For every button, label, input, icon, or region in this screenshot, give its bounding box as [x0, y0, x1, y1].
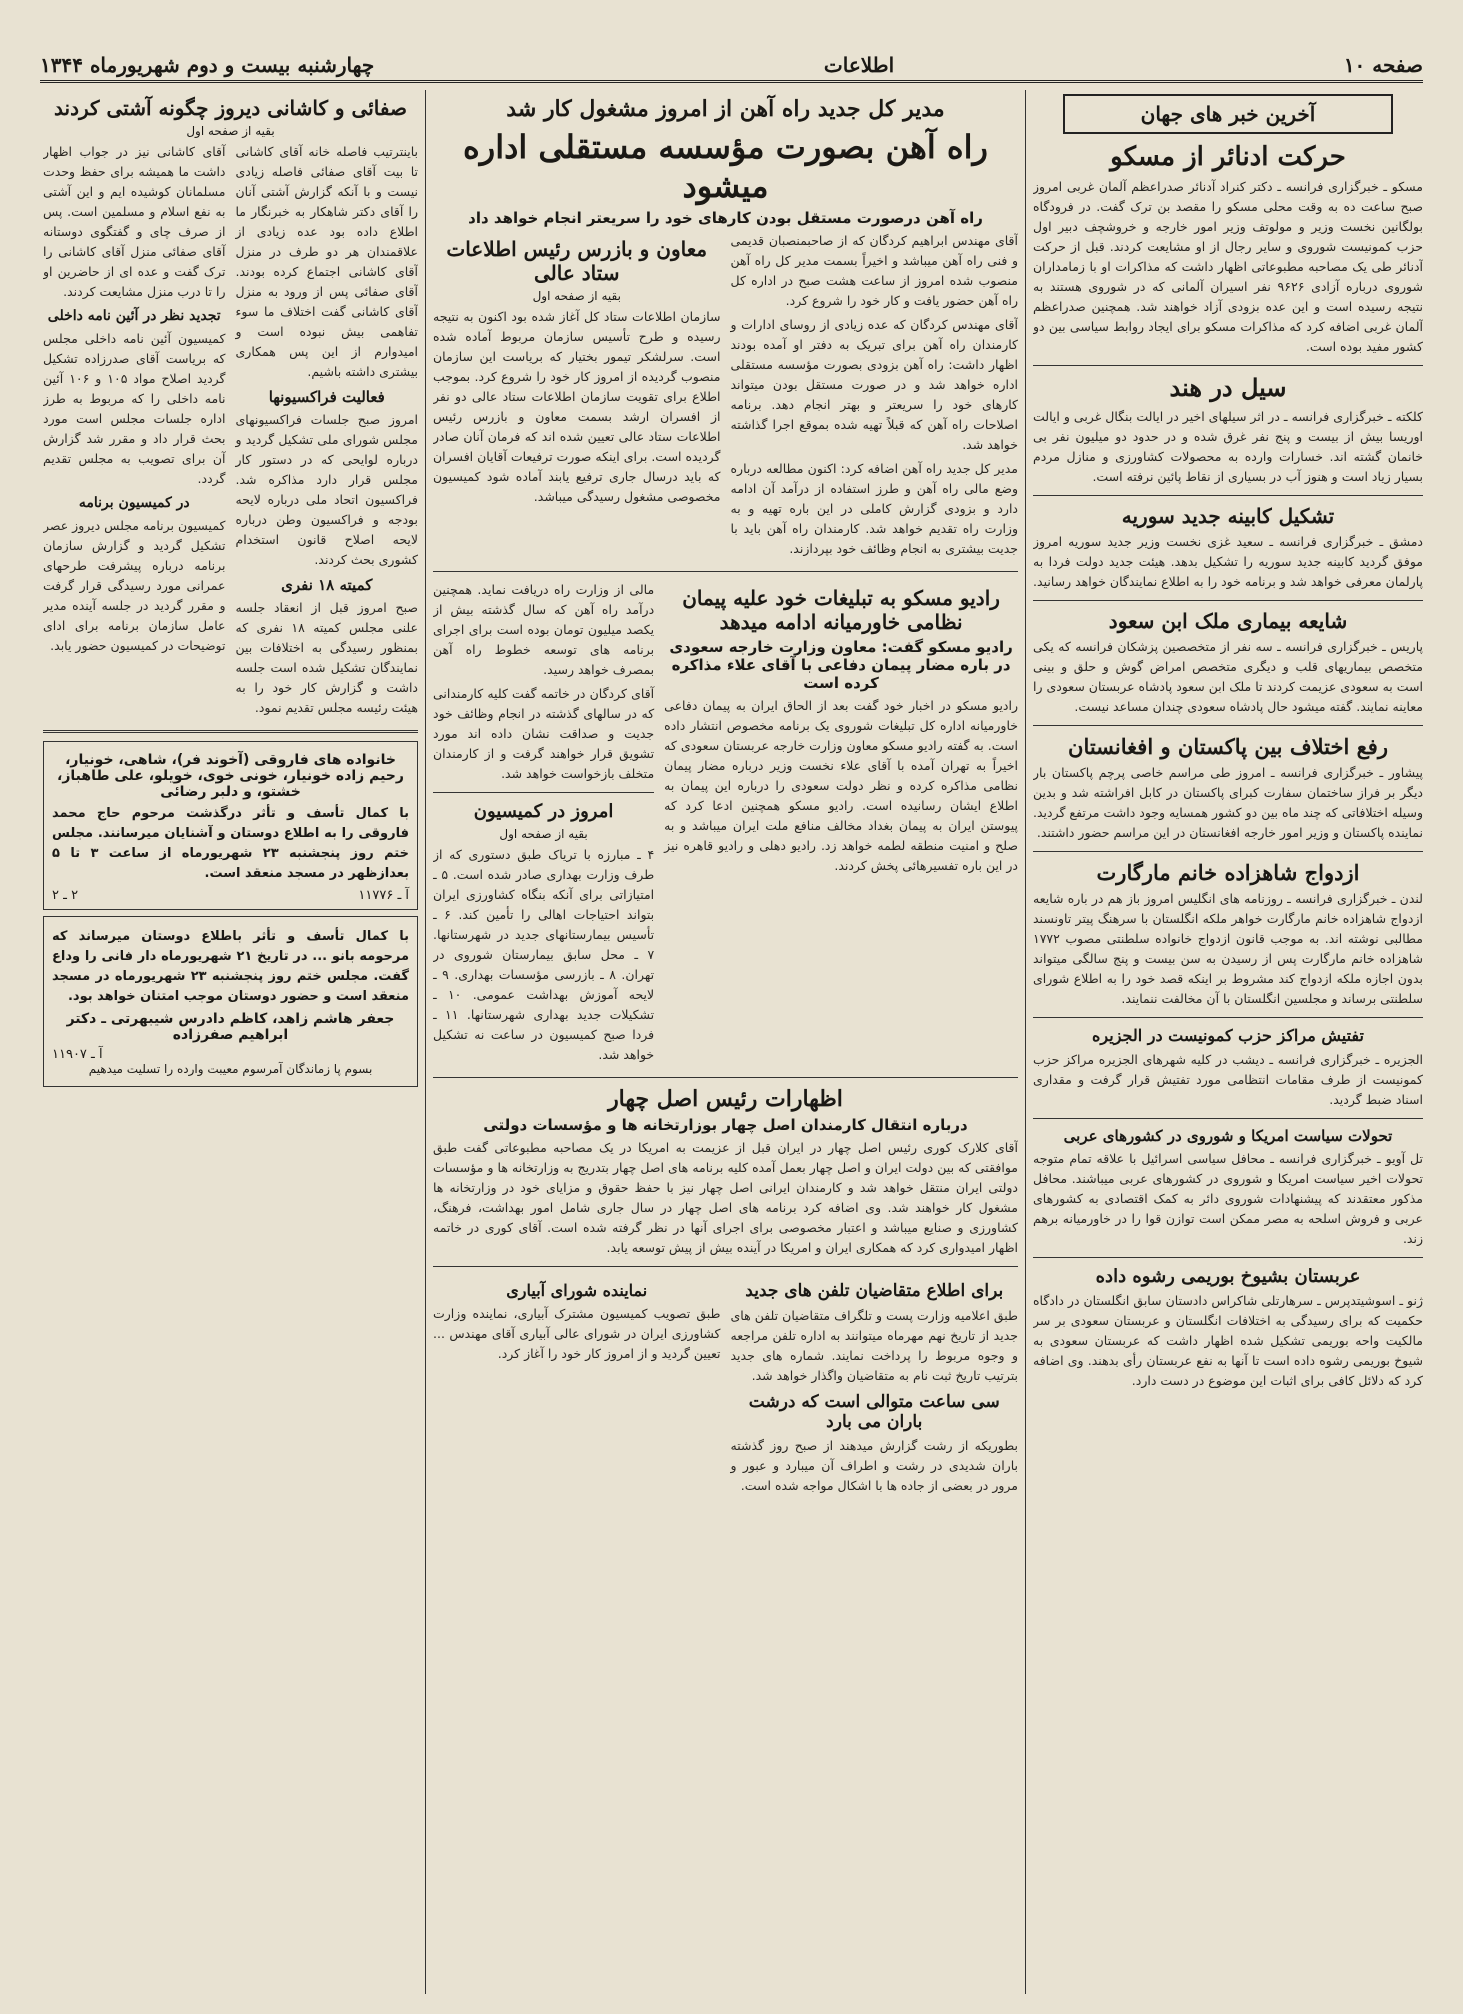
- radio-sub: رادیو مسکو گفت: معاون وزارت خارجه سعودی در باره مضار پیمان دفاعی با آقای علاء مذاکره کرده است: [669, 638, 1013, 693]
- news-title: تحولات سیاست امریکا و شوروی در کشورهای عربی: [1063, 1126, 1393, 1145]
- commission2-body: کمیسیون برنامه مجلس دیروز عصر تشکیل گردید و گزارش سازمان برنامه درباره پیشرفت طرحهای عمرانی مورد رسیدگی قرار گرفت و مقرر گردید در جلسه آینده مدیر عامل سازمان برنامه برای ادای توضیحات در کمیسیون حضور یابد.: [43, 517, 226, 653]
- mourning-code: آ ـ ۱۱۷۷۶: [358, 888, 409, 903]
- council-body: طبق تصویب کمیسیون مشترک آبیاری، نماینده وزارت کشاورزی ایران در شورای عالی آبیاری آقای مهندس ... تعیین گردید و از امروز کار خود را آغاز کرد.: [433, 1306, 721, 1362]
- faction-headline: فعالیت فراکسیونها: [268, 388, 385, 406]
- radio-and-rail-row: [433, 580, 1018, 1069]
- phone-body: طبق اعلامیه وزارت پست و تلگراف متقاضیان تلفن های جدید از تاریخ نهم مهرماه میتوانند به اداره تلفن مراجعه و وجوه مربوط را پرداخت نمایند. شماره های جدید بترتیب تاریخ ثبت نام به متقاضیان واگذار خواهد شد.: [730, 1307, 1018, 1383]
- news-body: پاریس ـ خبرگزاری فرانسه ـ سه نفر از متخصصین پزشکان فرانسه که یکی متخصص بیماریهای قلب و دیگری متخصص امراض گوش و حلق و بینی است به سعودی عزیمت کردند تا ملک ابن سعود پادشاه عربستان سعودی را معاینه نمایند. گفته میشود حال پادشاه سعودی چندان مساعد نیست.: [1033, 638, 1423, 714]
- divider: [1033, 1257, 1423, 1258]
- news-title: رفع اختلاف بین پاکستان و افغانستان: [1068, 733, 1388, 759]
- divider: [1033, 495, 1423, 496]
- news-body: کلکته ـ خبرگزاری فرانسه ـ در اثر سیلهای اخیر در ایالت بنگال غربی و ایالت اوریسا بیش از بیست و پنج نفر غرق شده و در حدود دو میلیون نفر بی خانمان گشته اند. خسارات وارده به محصولات کشاورزی و منازل مردم بسیار زیاد است و هنوز آب در بسیاری از نقاط پائین نرفته است.: [1033, 408, 1423, 484]
- divider: [1033, 1118, 1423, 1119]
- reconciliation-story: [43, 142, 418, 722]
- world-news-column: [1033, 90, 1423, 1994]
- pension-headline: اظهارات رئیس اصل چهار: [608, 1085, 843, 1112]
- divider: [43, 730, 418, 733]
- news-title: ازدواج شاهزاده خانم مارگارت: [1096, 860, 1360, 886]
- railway-story: [433, 231, 1018, 563]
- deputy-story: [433, 231, 721, 563]
- divider: [433, 1077, 1018, 1078]
- divider: [1033, 365, 1423, 366]
- reconciliation-col-a: [236, 142, 419, 722]
- news-body: مسکو ـ خبرگزاری فرانسه ـ دکتر کنراد آدنائر صدراعظم آلمان غربی امروز صبح ساعت ده به وقت محلی مسکو را مقصد بن ترک گفت. در فرودگاه بولگانین نخست وزیر و مولوتف وزیر امور خارجه و خروشچف دبیر اول حزب کمونیست شوروی و سایر رجال از او مشایعت کردند. قبل از حرکت آدنائر طی یک مصاحبه مطبوعاتی اظهار داشت که مذاکرات او با زمامداران شوروی درباره آزادی ۹۶۲۶ نفر اسیران آلمانی که در شوروی هستند به نتیجه رسیده است و این عده بزودی آزاد خواهند شد. همچنین صدراعظم آلمان غربی اضافه کرد که مذاکرات مسکو برای ایجاد روابط سیاسی بین دو کشور مفید بوده است.: [1033, 179, 1423, 355]
- bylaws-headline: تجدید نظر در آئین نامه داخلی: [47, 308, 221, 324]
- news-title: تفتیش مراکز حزب کمونیست در الجزیره: [1092, 1026, 1364, 1046]
- news-title: شایعه بیماری ملک ابن سعود: [1108, 608, 1348, 633]
- weather-headline: سی ساعت متوالی است که درشت باران می بارد: [748, 1391, 1000, 1432]
- commission2-headline: در کمیسیون برنامه: [78, 494, 190, 511]
- column-rule: [1025, 90, 1026, 1994]
- mourning-title: خانواده های فاروقی (آخوند فر)، شاهی، خونیار، رحیم زاده خونیار، خونی خوی، خویلو، علی طاهباز، خشتو، و دلبر رضائی: [57, 752, 404, 800]
- session-body: صبح امروز قبل از انعقاد جلسه علنی مجلس کمیته ۱۸ نفری که بمنظور رسیدگی به اختلافات بین نمایندگان تشکیل شده است جلسه داشت و گزارش کار خود را به هیئت رئیسه مجلس تقدیم نمود.: [235, 600, 418, 715]
- masthead: اطلاعات: [823, 53, 895, 77]
- council-story: [433, 1275, 721, 1500]
- commission-body: ۴ ـ مبارزه با تریاک طبق دستوری که از طرف وزارت بهداری صادر شده است. ۵ ـ امتیازاتی برای آنکه بنگاه کشاورزی ایران بتواند احتیاجات اهالی را تأمین کند. ۶ ـ تأسیس بیمارستانهای جدید در شهرستانها. ۷ ـ محل سابق بیمارستان شوروی در تهران. ۸ ـ بازرسی مؤسسات بهداری. ۹ ـ لایحه آموزش بهداشت عمومی. ۱۰ ـ تشکیلات جدید بهداری شهرستانها. ۱۱ ـ فردا صبح کمیسیون در ساعت نه تشکیل خواهد شد.: [433, 846, 655, 1062]
- center-column: [433, 90, 1018, 1994]
- radio-body: رادیو مسکو در اخبار خود گفت بعد از الحاق ایران به پیمان دفاعی خاورمیانه اداره کل تبلیغات شوروی یک برنامه مخصوص انتشار داده است. به گفته رادیو مسکو معاون وزارت خارجه عربستان سعودی که اخیراً به تهران آمده با آقای علاء نخست وزیر درباره مضار پیمان نظامی مذاکره کرده و نظر دولت سعودی را درباره این پیمان به اطلاع ایشان رسانیده است. رادیو مسکو همچنین ادعا کرد که پیوستن ایران به پیمان بغداد مخالف منافع ملت ایران میباشد و به صلح و امنیت منطقه لطمه خواهد زد. رادیو دهلی و رادیو قاهره نیز در این باره تفسیرهائی پخش کردند.: [664, 698, 1018, 874]
- news-body: دمشق ـ خبرگزاری فرانسه ـ سعید غزی نخست وزیر جدید سوریه امروز موفق گردید کابینه جدید سوریه را تشکیل بدهد. هیئت جدید دولت فردا به پارلمان معرفی خواهد شد و برنامه خود را به اطلاع نمایندگان خواهد رسانید.: [1033, 533, 1423, 589]
- divider: [433, 1266, 1018, 1267]
- news-body: ژنو ـ اسوشیتدپرس ـ سرهارتلی شاکراس دادستان سابق انگلستان در دادگاه حکمیت که برای رسیدگی به اختلافات انگلستان و عربستان سعودی بر سر مالکیت واحه بوریمی تشکیل شده اظهار داشت که عربستان سعودی به شیوخ بوریمی رشوه داده است تا آنها به نفع عربستان رأی بدهند. وی اضافه کرد که دلائل کافی برای اثبات این موضوع در دست دارد.: [1033, 1293, 1423, 1389]
- news-title: عربستان بشیوخ بوریمی رشوه داده: [1095, 1265, 1361, 1287]
- railway-paragraph: آقای مهندس ابراهیم کردگان که از صاحبمنصبان قدیمی و فنی راه آهن میباشد و اخیراً بسمت مدیر کل راه آهن منصوب شده امروز از ساعت هشت صبح در اداره کل راه آهن حضور یافت و کار خود را شروع کرد.: [730, 233, 1018, 309]
- mourning-body: با کمال تأسف و تأثر باطلاع دوستان میرساند که مرحومه بانو ... در تاریخ ۲۱ شهریورماه دار فانی را وداع گفت. مجلس ختم روز پنجشنبه ۲۳ شهریورماه در مسجد منعقد است و حضور دوستان موجب امتنان خواهد بود.: [52, 929, 409, 1004]
- issue-date: چهارشنبه بیست و دوم شهریورماه ۱۳۴۴: [40, 53, 375, 77]
- radio-headline: رادیو مسکو به تبلیغات خود علیه پیمان نظامی خاورمیانه ادامه میدهد: [682, 586, 1000, 635]
- mourning-signatories: جعفر هاشم زاهد، کاظم دادرس شیبهرتی ـ دکتر ابراهیم صفرزاده: [66, 1011, 395, 1043]
- faction-body: امروز صبح جلسات فراکسیونهای مجلس شورای ملی تشکیل گردید و درباره لوایحی که در دستور کار مجلس قرار دارد مذاکره شد. فراکسیون اتحاد ملی درباره لایحه بودجه و فراکسیون وطن درباره لایحه اصلاح قانون استخدام کشوری بحث کردند.: [235, 412, 418, 567]
- news-body: الجزیره ـ خبرگزاری فرانسه ـ دیشب در کلیه شهرهای الجزیره مراکز حزب کمونیست از طرف مقامات انتظامی مورد تفتیش قرار گرفت و مقداری اسناد ضبط گردید.: [1033, 1051, 1423, 1107]
- bottom-row: [433, 1275, 1018, 1500]
- news-title: تشکیل کابینه جدید سوریه: [1121, 503, 1335, 528]
- page-number: صفحه ۱۰: [1343, 53, 1423, 77]
- news-title: سیل در هند: [1169, 373, 1287, 403]
- mourning-body: با کمال تأسف و تأثر درگذشت مرحوم حاج محمد فاروقی را به اطلاع دوستان و آشنایان میرسانند. مجلس ختم روز پنجشنبه ۲۳ شهریورماه از ساعت ۳ تا ۵ بعدازظهر در مسجد منعقد است.: [52, 806, 409, 881]
- mourning-footer: بسوم پا زماندگان آمرسوم معیبت وارده را تسلیت میدهیم: [88, 1062, 373, 1076]
- news-body: لندن ـ خبرگزاری فرانسه ـ روزنامه های انگلیس امروز باز هم در باره شایعه ازدواج شاهزاده خانم مارگارت خواهر ملکه انگلستان با سرهنگ پیتر تاونسند مطالبی نوشته اند. به موجب قانون ازدواج خانواده سلطنتی مصوب ۱۷۷۲ شاهزاده خانم مارگارت پس از رسیدن به سن بیست و پنج سالگی میتواند بدون اجازه ملکه ازدواج کند مشروط بر اینکه قصد خود را به اطلاع شورای سلطنتی برساند و مجلسین انگلستان با آن مخالفت ننمایند.: [1033, 891, 1423, 1007]
- phone-story: [731, 1275, 1019, 1500]
- page-header: [40, 50, 1423, 83]
- radio-story: [664, 580, 1018, 1069]
- column-rule: [425, 90, 426, 1994]
- news-body: پیشاور ـ خبرگزاری فرانسه ـ امروز طی مراسم خاصی پرچم پاکستان بار دیگر بر فراز ساختمان سفارت کبرای پاکستان در کابل افراشته شد و بدین وسیله اختلافاتی که چند ماه بین دو کشور همسایه وجود داشت مرتفع گردید. نماینده پاکستان و وزیر امور خارجه افغانستان در این مراسم حضور داشتند.: [1033, 765, 1423, 841]
- reconciliation-col-b: [43, 142, 226, 722]
- news-title: حرکت ادنائر از مسکو: [1110, 142, 1346, 172]
- deputy-body: سازمان اطلاعات ستاد کل آغاز شده بود اکنون به نتیجه رسیده و طرح تأسیس سازمان مربوط آماده شده است. سرلشکر تیمور بختیار که بریاست این سازمان منصوب گردیده از امروز کار خود را شروع کرد. بموجب اطلاع برای تقویت سازمان اطلاعات ستاد عالی دو نفر از افسران ارشد بسمت معاون و بازرس رئیس اطلاعات ستاد عالی تعیین شده اند که فرمان آنان صادر گردیده است. برای اینکه صورت ترفیعات آقایان افسران که باید درسال جاری ترفیع یابند آماده شود کمیسیون مخصوصی مشغول رسیدگی میباشد.: [433, 309, 721, 505]
- reconciliation-paragraph: باینترتیب فاصله خانه آقای کاشانی تا بیت آقای صفائی فاصله زیادی نیست و با آنکه گزارش آشتی آنان را آقای دکتر شاهکار به خبرنگار ما اطلاع داده بود عده زیادی از علاقمندان هر دو طرف در منزل آقای کاشانی اجتماع کرده بودند. آقای صفائی پس از ورود به منزل آقای کاشانی گفت اختلاف ما سوء تفاهمی بیش نبوده است و امیدوارم از این پس همکاری بیشتری داشته باشیم.: [235, 144, 418, 379]
- deputy-headline: معاون و بازرس رئیس اطلاعات ستاد عالی: [446, 237, 708, 286]
- reconciliation-paragraph: آقای کاشانی نیز در جواب اظهار داشت ما همیشه برای حفظ وحدت مسلمانان کوشیده ایم و این آشتی به نفع اسلام و مسلمین است. پس از صرف چای و گفتگوی دوستانه آقای صفائی منزل آقای کاشانی را ترک گفت و عده ای از حاضرین او را تا درب منزل مشایعت کردند.: [43, 144, 226, 299]
- divider: [1033, 725, 1423, 726]
- world-news-box-title: آخرین خبر های جهان: [1063, 94, 1393, 134]
- railway-kicker: مدیر کل جدید راه آهن از امروز مشغول کار شد: [506, 96, 945, 122]
- mourning-number: ۲ ـ ۲: [52, 888, 79, 903]
- rail-continuation: [433, 580, 654, 1069]
- session-headline: کمیته ۱۸ نفری: [281, 576, 373, 594]
- mourning-code: آ ـ ۱۱۹۰۷: [52, 1047, 103, 1062]
- commission-headline: امروز در کمیسیون: [473, 801, 614, 823]
- deputy-sub: بقیه از صفحه اول: [532, 289, 621, 304]
- railway-deck: راه آهن درصورت مستقل بودن کارهای خود را سریعتر انجام خواهد داد: [468, 209, 983, 228]
- divider: [1033, 851, 1423, 852]
- mourning-notice: [43, 916, 418, 1087]
- railway-paragraph: آقای مهندس کردگان که عده زیادی از روسای ادارات و کارمندان راه آهن برای تبریک به دفتر او آمده بودند اظهار داشت: راه آهن بزودی بصورت مؤسسه مستقلی اداره خواهد شد و در صورت مستقل بودن میتواند کارهای خود را سریعتر و بهتر انجام دهد. برنامه اصلاحات راه آهن که قبلاً تهیه شده بموقع اجرا گذاشته خواهد شد.: [730, 317, 1018, 453]
- railway-paragraph: مدیر کل جدید راه آهن اضافه کرد: اکنون مطالعه درباره وضع مالی راه آهن و طرز استفاده از درآمد آن ادامه دارد و بزودی گزارش کاملی در این باره تهیه و به وزارت راه تقدیم خواهد شد. کارمندان راه آهن باید با جدیت بیشتری به انجام وظائف خود بپردازند.: [730, 461, 1018, 557]
- council-headline: نماینده شورای آبیاری: [506, 1281, 648, 1301]
- weather-body: بطوریکه از رشت گزارش میدهند از صبح روز گذشته باران شدیدی در رشت و اطراف آن میبارد و عبور و مرور در بعضی از جاده ها با اشکال مواجه شده است.: [730, 1438, 1018, 1494]
- left-column: [43, 90, 418, 1994]
- mourning-notice: [43, 741, 418, 910]
- bylaws-body: کمیسیون آئین نامه داخلی مجلس که بریاست آقای صدرزاده تشکیل گردید اصلاح مواد ۱۰۵ و ۱۰۶ آئین نامه داخلی را که مربوط به طرز اداره جلسات مجلس است مورد بحث قرار داد و مقرر شد گزارش آن برای تصویب به مجلس تقدیم گردد.: [43, 330, 226, 486]
- railway-headline: راه آهن بصورت مؤسسه مستقلی اداره میشود: [463, 128, 988, 205]
- mourning-codes: [52, 888, 409, 903]
- commission-sub: بقیه از صفحه اول: [499, 826, 588, 841]
- rail-paragraph: آقای کردگان در خاتمه گفت کلیه کارمندانی که در سالهای گذشته در انجام وظائف خود جدیت و صداقت نشان داده اند مورد تشویق قرار خواهند گرفت و از کارمندان متخلف بازخواست خواهد شد.: [433, 686, 655, 782]
- reconciliation-headline: صفائی و کاشانی دیروز چگونه آشتی کردند: [54, 96, 407, 120]
- divider: [1033, 1017, 1423, 1018]
- news-body: تل آویو ـ خبرگزاری فرانسه ـ محافل سیاسی اسرائیل با علاقه تمام متوجه تحولات اخیر سیاست امریکا و شوروی در کشورهای عربی میباشند. محافل مذکور معتقدند که پیشنهادات شوروی دائر به کمک اقتصادی به کشورهای عربی و فروش اسلحه به مصر ممکن است توازن قوا را در خاورمیانه برهم زند.: [1033, 1150, 1423, 1246]
- divider: [433, 571, 1018, 572]
- rail-paragraph: مالی از وزارت راه دریافت نماید. همچنین درآمد راه آهن که سال گذشته بیش از یکصد میلیون تومان بوده است برای اجرای برنامه های توسعه خطوط راه آهن بمصرف خواهد رسید.: [433, 582, 655, 678]
- reconciliation-sub: بقیه از صفحه اول: [186, 124, 275, 138]
- phone-headline: برای اطلاع متقاضیان تلفن های جدید: [745, 1281, 1004, 1302]
- pension-sub: درباره انتقال کارمندان اصل چهار بوزارتخانه ها و مؤسسات دولتی: [483, 1116, 968, 1135]
- divider: [1033, 600, 1423, 601]
- railway-text-col: [731, 231, 1019, 563]
- divider: [433, 792, 654, 793]
- pension-body: آقای کلارک کوری رئیس اصل چهار در ایران قبل از عزیمت به امریکا در یک مصاحبه مطبوعاتی گفت طبق موافقتی که بین دولت ایران و اصل چهار بعمل آمده کلیه برنامه های اصل چهار بتدریج به وزارتخانه ها و مؤسسات دولتی ایران منتقل خواهد شد و کارمندان ایرانی اصل چهار نیز با حفظ حقوق و مزایای خود در وزارتخانه ها مشغول کار خواهند شد. وی اضافه کرد برنامه های اصل چهار در سال جاری شامل امور بهداشت، فرهنگ، کشاورزی و صنایع میباشد و اعتبار مخصوصی برای اجرای آنها در نظر گرفته شده است. آقای کوری در خاتمه اظهار امیدواری کرد که همکاری ایران و امریکا در آینده بیش از پیش توسعه یابد.: [433, 1140, 1018, 1256]
